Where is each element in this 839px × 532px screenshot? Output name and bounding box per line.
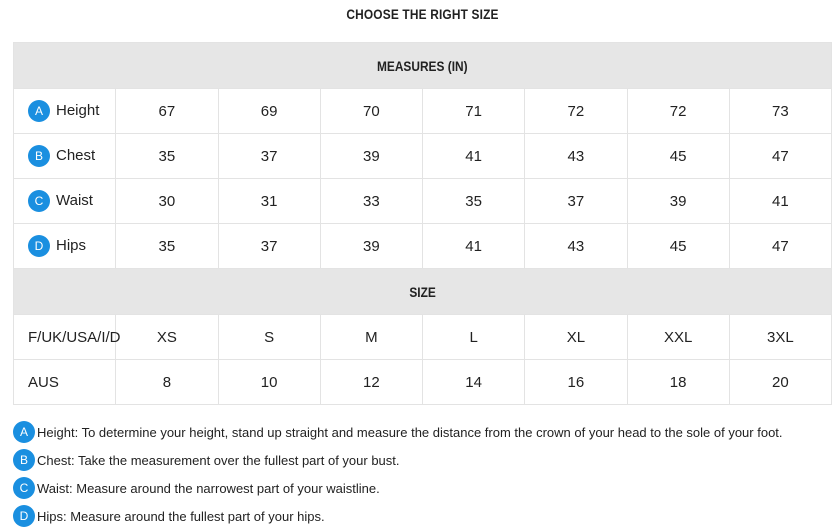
size-value: 14 (423, 360, 525, 405)
measure-value: 69 (218, 89, 320, 134)
measure-row-height (14, 89, 832, 134)
measure-label: Chest (56, 146, 96, 164)
size-value: 10 (218, 360, 320, 405)
measure-value: 47 (729, 134, 831, 179)
note-text: Hips: Measure around the fullest part of your hips. (37, 508, 325, 524)
measure-value: 37 (525, 179, 627, 224)
size-system-label: F/UK/USA/I/D (14, 315, 116, 360)
measure-value: 70 (320, 89, 422, 134)
size-system-label: AUS (14, 360, 116, 405)
badge-icon: B (13, 449, 35, 471)
measure-value: 35 (116, 134, 218, 179)
measure-value: 72 (525, 89, 627, 134)
page-title: CHOOSE THE RIGHT SIZE (346, 6, 499, 22)
badge-icon: B (28, 145, 50, 167)
measure-value: 41 (423, 224, 525, 269)
size-header-label: SIZE (409, 283, 436, 300)
measure-value: 67 (116, 89, 218, 134)
measures-header (14, 43, 832, 89)
measure-label: Waist (56, 191, 93, 209)
size-value: S (218, 315, 320, 360)
measure-value: 41 (423, 134, 525, 179)
measure-value: 73 (729, 89, 831, 134)
measure-value: 47 (729, 224, 831, 269)
badge-icon: A (13, 421, 35, 443)
measure-value: 35 (116, 224, 218, 269)
badge-icon: C (28, 190, 50, 212)
measure-value: 31 (218, 179, 320, 224)
note-text: Height: To determine your height, stand up straight and measure the distance from the crown of your head to the sole of your foot. (37, 424, 783, 440)
note-text: Waist: Measure around the narrowest part of your waistline. (37, 480, 380, 496)
measure-value: 41 (729, 179, 831, 224)
note-item (13, 502, 783, 530)
measure-value: 71 (423, 89, 525, 134)
measure-label: Hips (56, 236, 87, 254)
size-value: 18 (627, 360, 729, 405)
measure-value: 37 (218, 134, 320, 179)
note-item (13, 446, 783, 474)
measure-value: 39 (627, 179, 729, 224)
size-value: 8 (116, 360, 218, 405)
size-row (14, 360, 832, 405)
size-value: 20 (729, 360, 831, 405)
measure-label: Height (56, 101, 100, 119)
measure-value: 39 (320, 224, 422, 269)
size-value: 16 (525, 360, 627, 405)
measure-value: 39 (320, 134, 422, 179)
measure-value: 30 (116, 179, 218, 224)
size-value: L (423, 315, 525, 360)
measure-value: 33 (320, 179, 422, 224)
size-value: 3XL (729, 315, 831, 360)
size-value: M (320, 315, 422, 360)
size-value: XL (525, 315, 627, 360)
measure-value: 35 (423, 179, 525, 224)
size-chart-table (13, 42, 832, 405)
measurement-notes (13, 418, 783, 530)
measure-row-chest (14, 134, 832, 179)
measure-value: 43 (525, 134, 627, 179)
measure-value: 37 (218, 224, 320, 269)
note-item (13, 474, 783, 502)
badge-icon: D (13, 505, 35, 527)
size-value: 12 (320, 360, 422, 405)
measure-row-waist (14, 179, 832, 224)
measure-row-hips (14, 224, 832, 269)
size-row (14, 315, 832, 360)
measure-value: 45 (627, 134, 729, 179)
size-value: XS (116, 315, 218, 360)
measure-value: 43 (525, 224, 627, 269)
badge-icon: D (28, 235, 50, 257)
size-header (14, 269, 832, 315)
badge-icon: A (28, 100, 50, 122)
measure-value: 72 (627, 89, 729, 134)
measures-header-label: MEASURES (IN) (377, 57, 468, 74)
note-item (13, 418, 783, 446)
size-value: XXL (627, 315, 729, 360)
note-text: Chest: Take the measurement over the fullest part of your bust. (37, 452, 400, 468)
measure-value: 45 (627, 224, 729, 269)
badge-icon: C (13, 477, 35, 499)
